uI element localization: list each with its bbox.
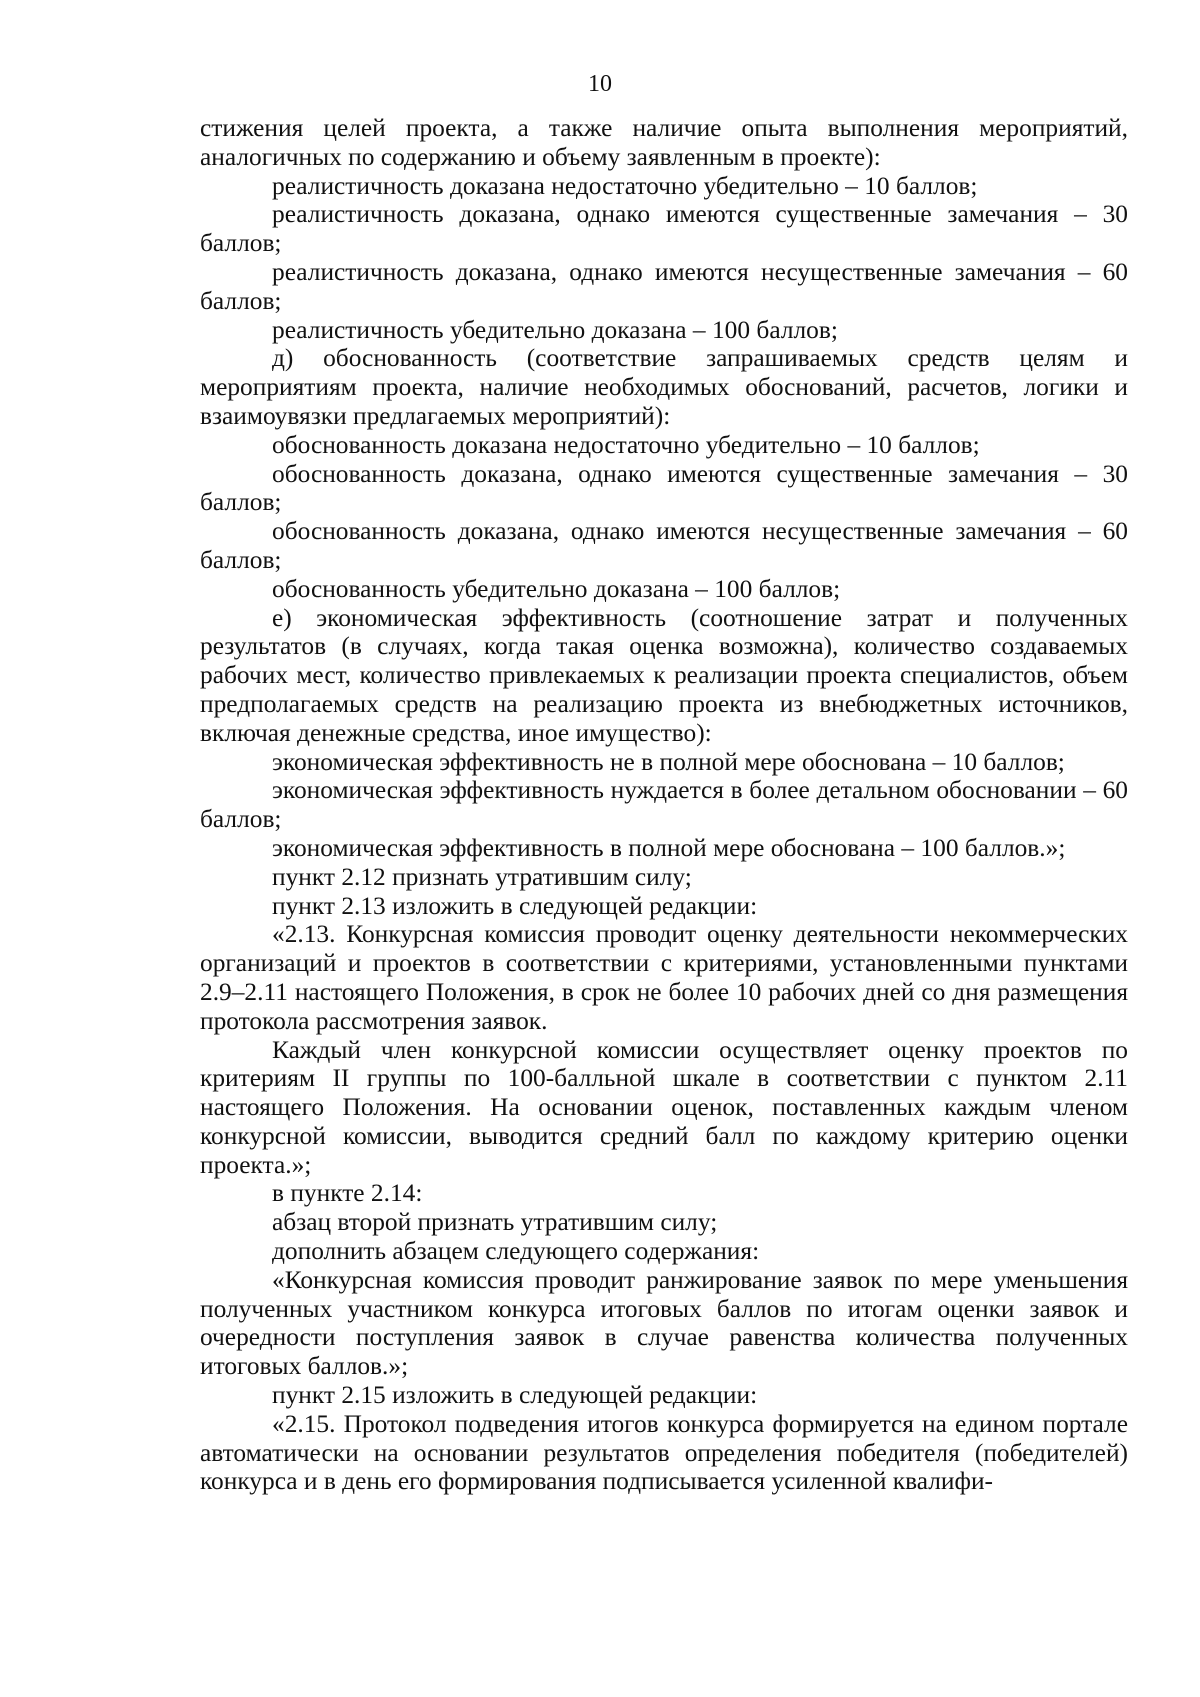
- paragraph: обоснованность доказана недостаточно убедительно – 10 баллов;: [272, 430, 980, 459]
- paragraph: стижения целей проекта, а также наличие опыта выполнения мероприятий, аналогичных по содержанию и объему заявленным в проекте):: [200, 114, 1128, 171]
- paragraph: реалистичность убедительно доказана – 100 баллов;: [272, 315, 838, 344]
- paragraph: Каждый член конкурсной комиссии осуществляет оценку проектов по критериям II группы по 100-балльной шкале в соответствии с пунктом 2.11 настоящего Положения. На основании оценок, поставленных каждым членом конкурсной комиссии, выводится средний балл по каждому критерию оценки проекта.»;: [200, 1035, 1128, 1179]
- paragraph: «Конкурсная комиссия проводит ранжирование заявок по мере уменьшения полученных участником конкурса итоговых баллов по итогам оценки заявок и очередности поступления заявок в случае равенства количества полученных итоговых баллов.»;: [200, 1265, 1128, 1381]
- paragraph: реалистичность доказана недостаточно убедительно – 10 баллов;: [272, 171, 978, 200]
- paragraph: пункт 2.15 изложить в следующей редакции:: [272, 1381, 758, 1410]
- paragraph: пункт 2.13 изложить в следующей редакции:: [272, 891, 758, 920]
- paragraph: абзац второй признать утратившим силу;: [272, 1208, 718, 1237]
- paragraph: экономическая эффективность нуждается в более детальном обосновании – 60 баллов;: [200, 776, 1128, 834]
- paragraph: экономическая эффективность в полной мере обоснована – 100 баллов.»;: [272, 833, 1066, 862]
- paragraph: д) обоснованность (соответствие запрашиваемых средств целям и мероприятиям проекта, наличие необходимых обоснований, расчетов, логики и взаимоувязки предлагаемых мероприятий):: [200, 344, 1128, 430]
- paragraph: реалистичность доказана, однако имеются существенные замечания – 30 баллов;: [200, 200, 1128, 258]
- page-number: 10: [588, 71, 612, 97]
- paragraph: «2.15. Протокол подведения итогов конкурса формируется на едином портале автоматически на основании результатов определения победителя (победителей) конкурса и в день его формирования подписывается усиленной квалифи-: [200, 1409, 1128, 1496]
- document-body: [200, 114, 1128, 1496]
- paragraph: реалистичность доказана, однако имеются несущественные замечания – 60 баллов;: [200, 257, 1128, 315]
- paragraph: обоснованность доказана, однако имеются существенные замечания – 30 баллов;: [200, 459, 1128, 517]
- paragraph: обоснованность убедительно доказана – 100 баллов;: [272, 574, 841, 603]
- paragraph: экономическая эффективность не в полной мере обоснована – 10 баллов;: [272, 747, 1065, 776]
- paragraph: пункт 2.12 признать утратившим силу;: [272, 862, 692, 891]
- paragraph: в пункте 2.14:: [272, 1179, 423, 1208]
- paragraph: е) экономическая эффективность (соотношение затрат и полученных результатов (в случаях, когда такая оценка возможна), количество создаваемых рабочих мест, количество привлекаемых к реализации проекта специалистов, объем предполагаемых средств на реализацию проекта из внебюджетных источников, включая денежные средства, иное имущество):: [200, 603, 1128, 747]
- paragraph: дополнить абзацем следующего содержания:: [272, 1237, 760, 1266]
- paragraph: «2.13. Конкурсная комиссия проводит оценку деятельности некоммерческих организаций и проектов в соответствии с критериями, установленными пунктами 2.9–2.11 настоящего Положения, в срок не более 10 рабочих дней со дня размещения протокола рассмотрения заявок.: [200, 920, 1128, 1035]
- paragraph: обоснованность доказана, однако имеются несущественные замечания – 60 баллов;: [200, 517, 1128, 574]
